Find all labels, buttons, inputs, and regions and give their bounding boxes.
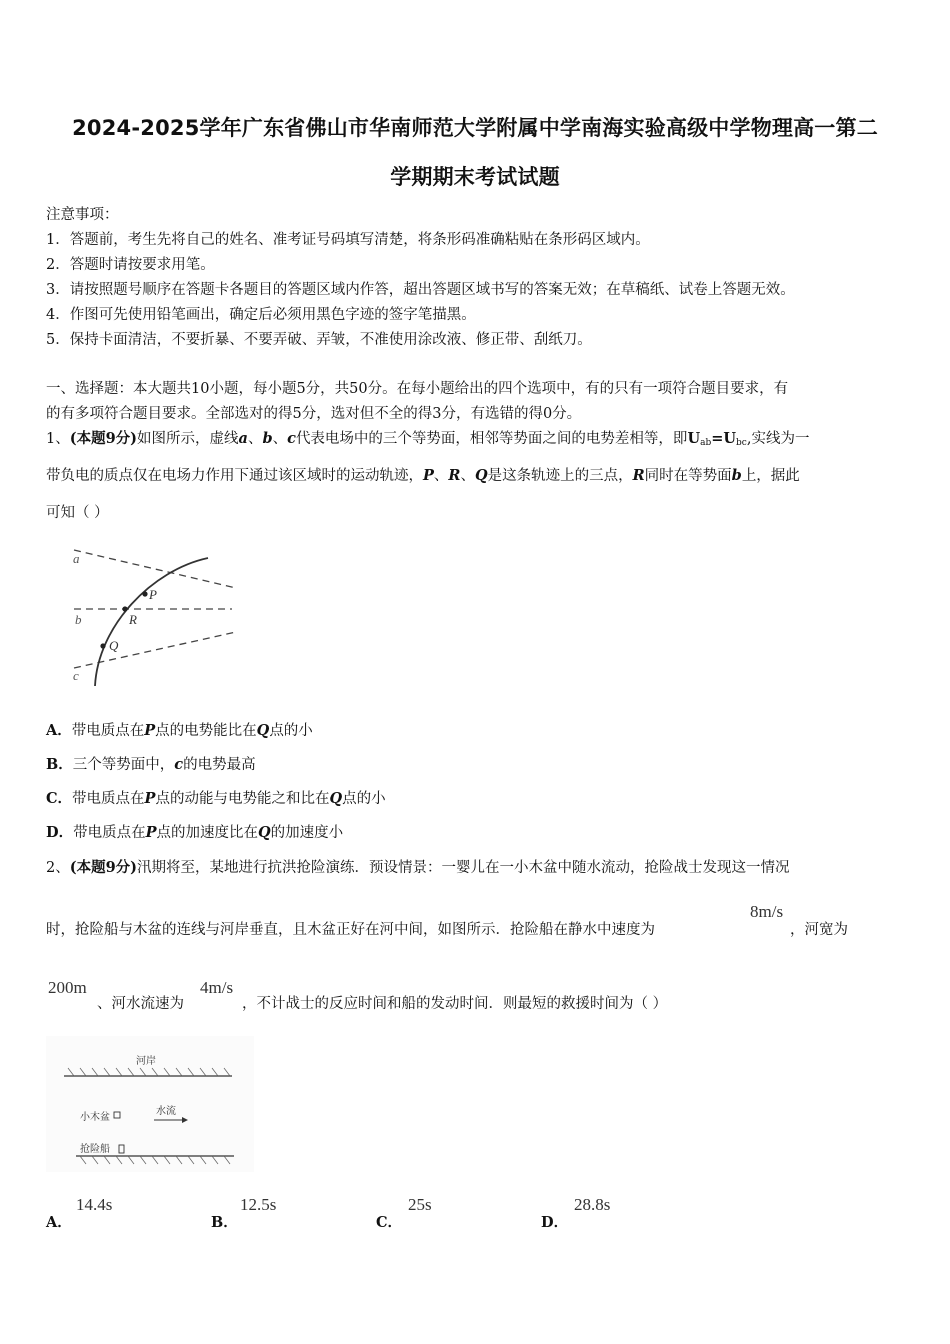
q2-option-c-letter[interactable]: C． [376,1214,403,1231]
notice-item: 5．保持卡面清洁，不要折暴、不要弄破、弄皱，不准使用涂改液、修正带、刮纸刀。 [46,332,592,348]
var-R: R [632,467,645,484]
var-R: R [448,467,461,484]
q2-river-width: 200m [48,978,87,997]
q2-option-a-letter[interactable]: A． [46,1214,72,1231]
q2-speed-flow: 4m/s [200,978,234,997]
q2-option-b-letter[interactable]: B． [211,1214,238,1231]
var-a: a [238,430,248,447]
notice-item: 3．请按照题号顺序在答题卡各题目的答题区域内作答，超出答题区域书写的答案无效；在草稿纸、试卷上答题无效。 [46,282,795,298]
section-instructions: 一、选择题：本大题共10小题，每小题5分，共50分。在每小题给出的四个选项中，有的只有一项符合题目要求，有 [46,381,789,397]
var-U: U [687,430,701,447]
option-var: Q [257,824,271,841]
q1-option-a[interactable] [46,719,313,740]
option-var: P [144,790,156,807]
q1-line3: 可知（ ） [46,505,109,521]
equipotential-figure [60,540,250,692]
q1-text: 是这条轨迹上的三点， [487,468,633,484]
notice-item: 2．答题时请按要求用笔。 [46,257,215,273]
page-title-line2: 学期期末考试试题 [390,165,560,189]
q1-number: 1、 [46,431,70,447]
q1-line1 [46,427,809,448]
notice-heading: 注意事项： [46,207,119,223]
q2-line3-end: ，不计战士的反应时间和船的发动时间．则最短的救援时间为（ ） [242,996,668,1012]
option-letter: C． [46,790,73,807]
option-text: 点的加速度比在 [156,825,258,841]
option-text: 带电质点在 [71,723,145,739]
q1-text: 如图所示，虚线 [137,431,239,447]
var-b: b [731,467,742,484]
point-P-dot [142,591,147,596]
var-c: c [287,430,296,447]
label-b: b [75,612,82,627]
option-text: 三个等势面中， [72,757,175,773]
q2-number: 2、 [46,860,70,876]
option-letter: A． [46,722,72,739]
option-text: 的加速度小 [270,825,344,841]
q2-line1 [46,856,790,877]
label-boat: 抢险船 [80,1144,110,1155]
option-text: 点的电势能比在 [155,723,257,739]
option-var: P [144,722,156,739]
q2-line3: 、河水流速为 [97,996,184,1012]
option-text: 点的小 [269,723,313,739]
q1-line2: 带负电的质点仅在电场力作用下通过该区域时的运动轨迹，P、R、Q是这条轨迹上的三点，R同时在等势面b上，据此 [46,467,800,484]
subscript-ab: ab [700,438,712,448]
label-flow: 水流 [156,1106,176,1117]
label-c: c [73,668,79,683]
q1-text: 代表电场中的三个等势面，相邻等势面之间的电势差相等，即 [295,431,688,447]
label-a: a [73,551,80,566]
q1-text: 同时在等势面 [644,468,732,484]
point-R-dot [122,606,127,611]
option-var: c [174,756,184,773]
q2-option-d-value[interactable]: 28.8s [574,1195,611,1214]
point-Q-dot [100,643,105,648]
label-Q: Q [109,638,119,653]
var-U: =U [711,430,737,447]
label-bank: 河岸 [136,1056,156,1067]
q2-option-d-letter[interactable]: D． [541,1214,569,1231]
page-title: 2024-2025学年广东省佛山市华南师范大学附属中学南海实验高级中学物理高一第二 [72,116,878,140]
q2-option-a-value[interactable]: 14.4s [76,1195,113,1214]
var-P: P [423,467,434,484]
option-var: P [145,824,157,841]
q1-option-c[interactable] [46,787,386,808]
notice-item: 1．答题前，考生先将自己的姓名、准考证号码填写清楚，将条形码准确粘贴在条形码区域内。 [46,232,650,248]
label-P: P [149,587,157,602]
q2-option-b-value[interactable]: 12.5s [240,1195,277,1214]
var-Q: Q [474,467,488,484]
option-var: Q [256,722,270,739]
label-basin: 小木盆 [80,1112,110,1123]
q1-sep: 、 [272,431,288,447]
option-letter: B． [46,756,73,773]
q2-text: 汛期将至，某地进行抗洪抢险演练．预设情景：一婴儿在一小木盆中随水流动，抢险战士发现这一情况 [137,860,790,876]
subscript-bc: bc [736,438,747,448]
label-R: R [129,612,137,627]
q2-speed-still: 8m/s [750,902,784,921]
q1-text: 上，据此 [741,468,800,484]
q2-line2-end: ，河宽为 [790,922,848,938]
var-b: b [262,430,273,447]
option-text: 带电质点在 [72,791,145,807]
q1-text: 带负电的质点仅在电场力作用下通过该区域时的运动轨迹， [46,468,423,484]
q2-option-c-value[interactable]: 25s [408,1195,432,1214]
option-var: Q [329,790,343,807]
river-figure [46,1036,254,1172]
option-letter: D． [46,824,74,841]
option-text: 的电势最高 [183,757,256,773]
notice-item: 4．作图可先使用铅笔画出，确定后必须用黑色字迹的签字笔描黑。 [46,307,476,323]
q2-line2: 时，抢险船与木盆的连线与河岸垂直，且木盆正好在河中间，如图所示．抢险船在静水中速度为 [46,922,655,938]
option-text: 点的动能与电势能之和比在 [155,791,330,807]
q1-score: (本题9分) [69,430,138,447]
option-text: 点的小 [342,791,386,807]
section-instructions-line2: 的有多项符合题目要求。全部选对的得5分，选对但不全的得3分，有选错的得0分。 [46,406,582,422]
q1-option-d[interactable] [46,821,343,842]
q1-text: ,实线为一 [746,431,810,447]
q2-score: (本题9分) [69,859,138,876]
q1-sep: 、 [247,431,263,447]
q1-option-b[interactable] [46,753,256,774]
option-text: 带电质点在 [73,825,146,841]
